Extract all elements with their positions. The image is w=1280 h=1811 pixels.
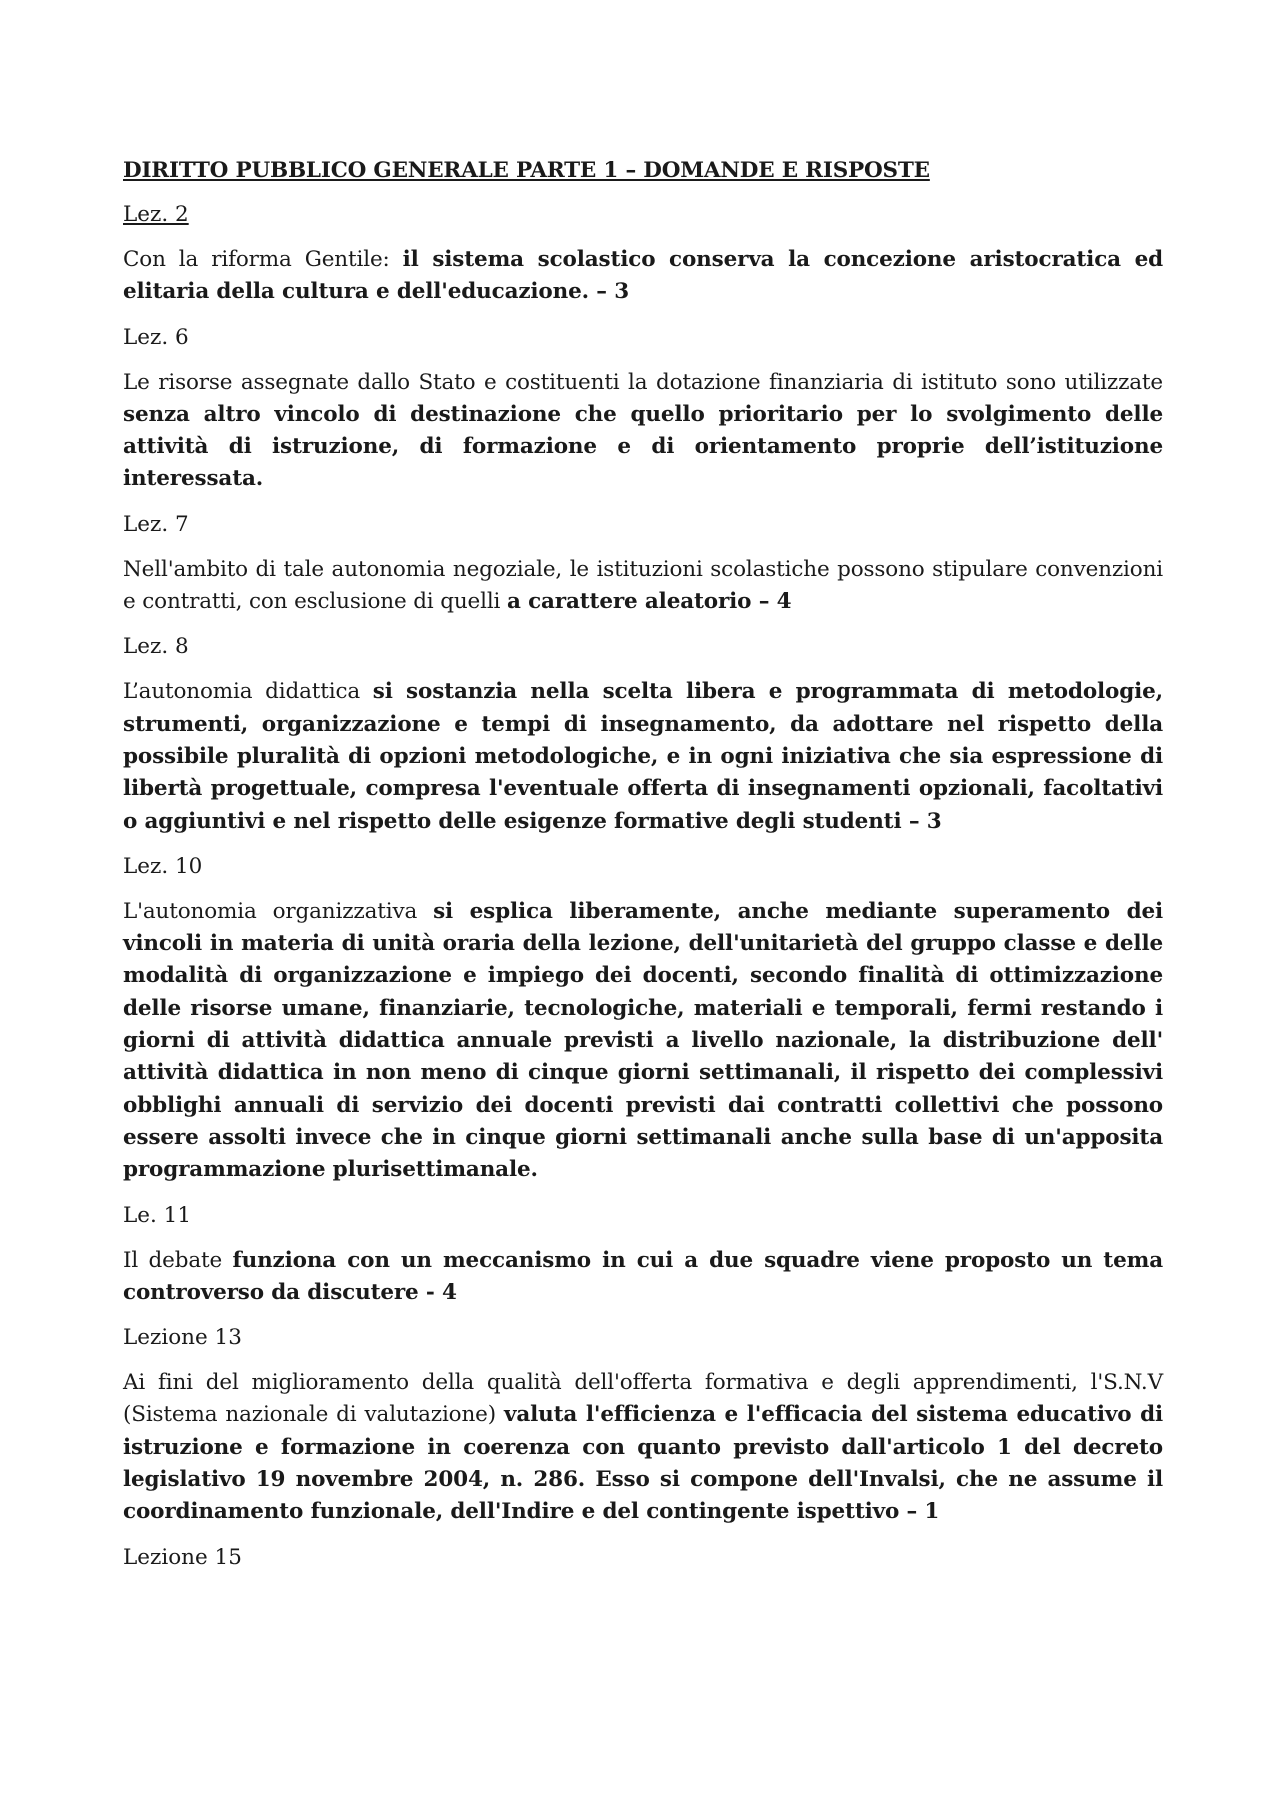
answer-text: il sistema scolastico conserva la concezione aristocratica ed elitaria della cultura e dell'educazione. – 3 — [123, 247, 1163, 305]
answer-text: a carattere aleatorio – 4 — [506, 589, 792, 615]
document-title: DIRITTO PUBBLICO GENERALE PARTE 1 – DOMANDE E RISPOSTE — [123, 158, 930, 183]
lesson-label: Lez. 10 — [123, 853, 203, 879]
qa-paragraph — [123, 1245, 1163, 1310]
answer-text: senza altro vincolo di destinazione che quello prioritario per lo svolgimento delle attività di istruzione, di formazione e di orientamento proprie dell’istituzione interessata. — [123, 401, 1163, 492]
question-text: L’autonomia didattica — [123, 679, 373, 705]
qa-paragraph — [123, 1367, 1163, 1528]
answer-text: funziona con un meccanismo in cui a due squadre viene proposto un tema controverso da discutere - 4 — [123, 1247, 1163, 1305]
question-text: Ai fini del miglioramento della qualità dell'offerta formativa e degli apprendimenti, l'S.N.V (Sistema nazionale di valutazione) — [123, 1370, 1163, 1428]
qa-paragraph — [123, 676, 1163, 837]
qa-paragraph — [123, 896, 1163, 1187]
qa-paragraph — [123, 367, 1163, 496]
lesson-label: Lez. 7 — [123, 511, 189, 537]
question-text: Con la riforma Gentile: — [123, 247, 403, 272]
lesson-label: Le. 11 — [123, 1202, 192, 1228]
lesson-label: Lez. 6 — [123, 324, 189, 350]
question-text: Le risorse assegnate dallo Stato e costituenti la dotazione finanziaria di istituto sono utilizzate — [123, 369, 1163, 395]
qa-paragraph — [123, 554, 1163, 619]
qa-paragraph — [123, 244, 1163, 309]
document-body — [123, 156, 1163, 1587]
question-text: L'autonomia organizzativa — [123, 898, 434, 924]
lesson-label: Lez. 2 — [123, 202, 189, 227]
answer-text: valuta l'efficienza e l'efficacia del sistema educativo di istruzione e formazione in coerenza con quanto previsto dall'articolo 1 del decreto legislativo 19 novembre 2004, n. 286. Esso si compone dell'Invalsi, che ne assume il coordinamento funzionale, dell'Indire e del contingente ispettivo – 1 — [123, 1402, 1163, 1525]
answer-text: si esplica liberamente, anche mediante superamento dei vincoli in materia di unità oraria della lezione, dell'unitarietà del gruppo classe e delle modalità di organizzazione e impiego dei docenti, secondo finalità di ottimizzazione delle risorse umane, finanziarie, tecnologiche, materiali e temporali, fermi restando i giorni di attività didattica annuale previsti a livello nazionale, la distribuzione dell' attività didattica in non meno di cinque giorni settimanali, il rispetto dei complessivi obblighi annuali di servizio dei docenti previsti dai contratti collettivi che possono essere assolti invece che in cinque giorni settimanali anche sulla base di un'apposita programmazione plurisettimanale. — [123, 898, 1164, 1183]
question-text: Il debate — [123, 1247, 233, 1273]
lesson-label: Lezione 13 — [123, 1325, 242, 1351]
lesson-label: Lez. 8 — [123, 634, 189, 660]
answer-text: si sostanzia nella scelta libera e programmata di metodologie, strumenti, organizzazione e tempi di insegnamento, da adottare nel rispetto della possibile pluralità di opzioni metodologiche, e in ogni iniziativa che sia espressione di libertà progettuale, compresa l'eventuale offerta di insegnamenti opzionali, facoltativi o aggiuntivi e nel rispetto delle esigenze formative degli studenti – 3 — [123, 679, 1163, 834]
lesson-label: Lezione 15 — [123, 1544, 242, 1570]
question-text: Nell'ambito di tale autonomia negoziale, le istituzioni scolastiche possono stipulare convenzioni e contratti, con esclusione di quelli — [123, 556, 1163, 615]
